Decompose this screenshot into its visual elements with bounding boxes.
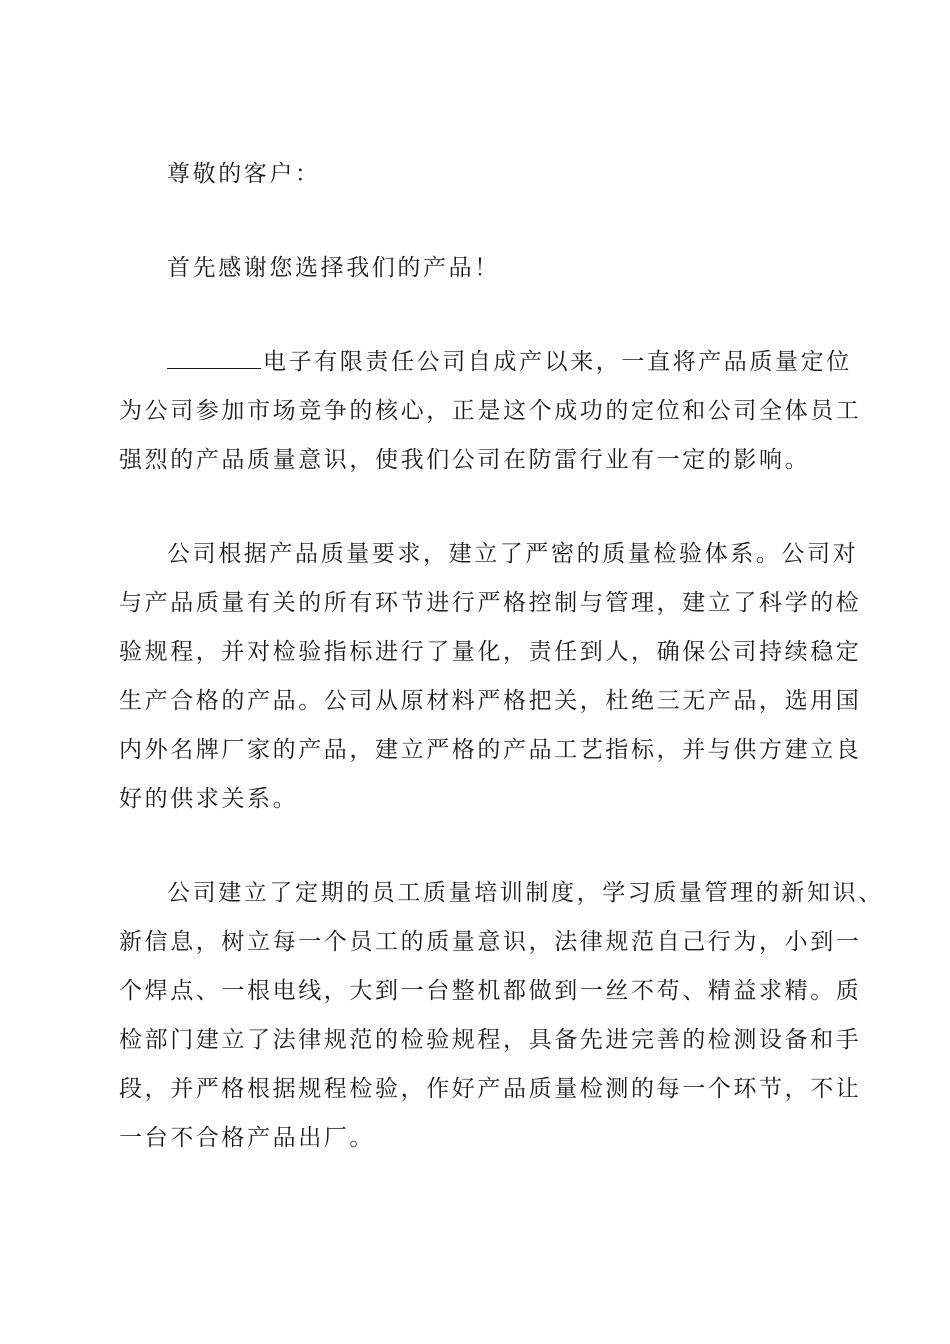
inspection-line-2: 与产品质量有关的所有环节进行严格控制与管理，建立了科学的检 — [119, 590, 862, 616]
intro-line-3: 强烈的产品质量意识，使我们公司在防雷行业有一定的影响。 — [119, 447, 811, 473]
training-line-2: 新信息，树立每一个员工的质量意识，法律规范自己行为，小到一 — [119, 929, 862, 955]
training-line-5: 段，并严格根据规程检验，作好产品质量检测的每一个环节，不让 — [119, 1076, 862, 1102]
inspection-line-3: 验规程，并对检验指标进行了量化，责任到人，确保公司持续稳定 — [119, 639, 862, 665]
salutation: 尊敬的客户： — [167, 161, 321, 187]
company-name-blank — [167, 348, 261, 369]
training-line-6: 一台不合格产品出厂。 — [119, 1125, 375, 1151]
inspection-line-4: 生产合格的产品。公司从原材料严格把关，杜绝三无产品，选用国 — [119, 688, 862, 714]
training-line-1: 公司建立了定期的员工质量培训制度，学习质量管理的新知识、 — [167, 880, 884, 906]
intro-line-2: 为公司参加市场竞争的核心，正是这个成功的定位和公司全体员工 — [119, 398, 862, 424]
inspection-line-6: 好的供求关系。 — [119, 786, 299, 812]
training-paragraph — [119, 869, 884, 1163]
inspection-line-5: 内外名牌厂家的产品，建立严格的产品工艺指标，并与供方建立良 — [119, 737, 862, 763]
training-line-4: 检部门建立了法律规范的检验规程，具备先进完善的检测设备和手 — [119, 1027, 862, 1053]
inspection-line-1: 公司根据产品质量要求，建立了严密的质量检验体系。公司对 — [167, 541, 859, 567]
intro-line-1-text: 电子有限责任公司自成产以来，一直将产品质量定位 — [263, 349, 852, 375]
inspection-paragraph — [119, 530, 862, 824]
training-line-3: 个焊点、一根电线，大到一台整机都做到一丝不苟、精益求精。质 — [119, 978, 862, 1004]
letter-body — [119, 150, 884, 1163]
intro-line-1 — [119, 338, 852, 387]
intro-paragraph — [119, 338, 862, 485]
thanks-paragraph: 首先感谢您选择我们的产品！ — [167, 255, 500, 281]
